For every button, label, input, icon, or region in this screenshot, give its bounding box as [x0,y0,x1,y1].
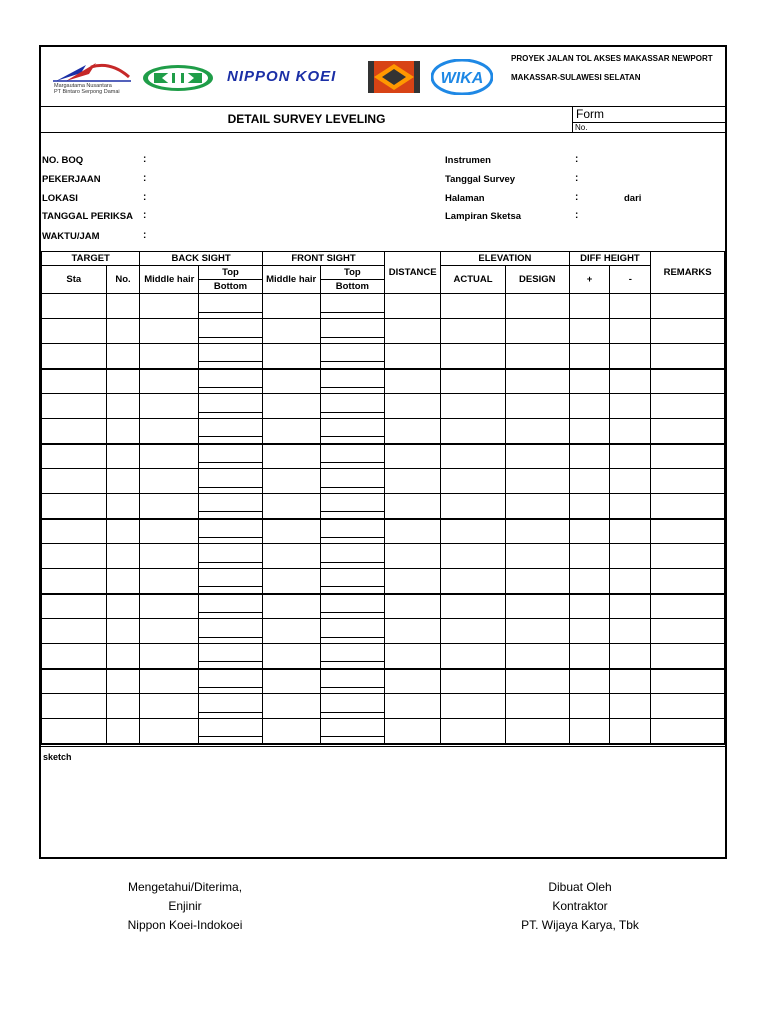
table-cell[interactable] [140,719,199,744]
table-cell[interactable] [569,419,610,444]
sig-right-line2: Kontraktor [552,899,608,913]
label-pekerjaan: PEKERJAAN [42,174,101,185]
table-cell[interactable] [610,719,651,744]
table-cell[interactable] [262,419,320,444]
table-cell[interactable] [106,569,140,594]
table-row [42,294,725,319]
table-cell[interactable] [199,619,263,644]
table-row [42,644,725,669]
table-cell[interactable] [106,719,140,744]
table-cell[interactable] [140,494,199,519]
table-cell[interactable] [262,344,320,369]
table-cell[interactable] [505,419,569,444]
table-cell[interactable] [651,444,725,469]
table-cell[interactable] [106,294,140,319]
table-row [42,344,725,369]
table-cell[interactable] [320,669,385,694]
table-cell[interactable] [505,494,569,519]
table-cell[interactable] [505,669,569,694]
table-cell[interactable] [569,644,610,669]
table-cell[interactable] [320,394,385,419]
table-cell[interactable] [610,294,651,319]
table-cell[interactable] [505,394,569,419]
table-cell[interactable] [262,669,320,694]
table-cell[interactable] [106,619,140,644]
table-cell[interactable] [441,294,506,319]
table-cell[interactable] [262,469,320,494]
table-row [42,319,725,344]
table-cell[interactable] [385,544,441,569]
table-cell[interactable] [441,694,506,719]
table-cell[interactable] [106,469,140,494]
table-cell[interactable] [42,719,107,744]
table-cell[interactable] [569,319,610,344]
table-cell[interactable] [42,444,107,469]
table-cell[interactable] [262,619,320,644]
table-cell[interactable] [385,644,441,669]
table-cell[interactable] [610,594,651,619]
header-bottom-fs: Bottom [335,281,370,292]
table-cell[interactable] [106,319,140,344]
form-title: DETAIL SURVEY LEVELING [227,112,386,126]
table-cell[interactable] [651,469,725,494]
table-cell[interactable] [610,619,651,644]
table-cell[interactable] [106,644,140,669]
table-row [42,469,725,494]
table-cell[interactable] [651,694,725,719]
table-row [42,619,725,644]
table-cell[interactable] [505,719,569,744]
table-cell[interactable] [385,719,441,744]
table-cell[interactable] [140,544,199,569]
table-cell[interactable] [651,294,725,319]
table-cell[interactable] [651,369,725,394]
table-cell[interactable] [199,369,263,394]
header-design: DESIGN [505,266,569,294]
table-cell[interactable] [505,569,569,594]
table-cell[interactable] [140,369,199,394]
label-lampiran-sketsa: Lampiran Sketsa [445,211,522,222]
table-cell[interactable] [140,344,199,369]
colon: : [143,230,147,241]
table-cell[interactable] [610,644,651,669]
table-row [42,394,725,419]
table-cell[interactable] [42,644,107,669]
table-cell[interactable] [569,669,610,694]
form-number-box [572,106,727,132]
table-cell[interactable] [320,594,385,619]
project-location: MAKASSAR-SULAWESI SELATAN [511,73,641,82]
nippon-koei-logo: NIPPON KOEI [227,68,337,85]
table-cell[interactable] [199,469,263,494]
table-cell[interactable] [262,694,320,719]
table-cell[interactable] [320,619,385,644]
table-cell[interactable] [651,494,725,519]
table-cell[interactable] [320,319,385,344]
label-halaman: Halaman [445,193,485,204]
sig-right-line3: PT. Wijaya Karya, Tbk [521,918,639,932]
table-cell[interactable] [441,469,506,494]
colon: : [143,154,147,165]
sig-right-line1: Dibuat Oleh [548,880,612,894]
table-row [42,719,725,744]
header-actual: ACTUAL [441,266,506,294]
table-cell[interactable] [651,394,725,419]
table-cell[interactable] [651,594,725,619]
table-cell[interactable] [610,419,651,444]
survey-data-table [41,251,725,745]
table-row [42,494,725,519]
table-cell[interactable] [505,544,569,569]
table-cell[interactable] [140,619,199,644]
table-cell[interactable] [569,494,610,519]
label-dari: dari [624,193,642,204]
table-cell[interactable] [385,294,441,319]
header-remarks: REMARKS [651,252,725,294]
table-cell[interactable] [199,544,263,569]
table-cell[interactable] [106,544,140,569]
table-cell[interactable] [651,569,725,594]
table-cell[interactable] [385,494,441,519]
table-cell[interactable] [441,344,506,369]
sig-left-line1: Mengetahui/Diterima, [127,880,243,894]
table-cell[interactable] [106,694,140,719]
table-cell[interactable] [320,494,385,519]
table-cell[interactable] [569,719,610,744]
colon: : [143,173,147,184]
table-cell[interactable] [320,369,385,394]
colon: : [143,210,147,221]
table-cell[interactable] [651,519,725,544]
table-row [42,544,725,569]
table-cell[interactable] [651,719,725,744]
table-cell[interactable] [441,619,506,644]
header-distance: DISTANCE [385,252,441,294]
table-cell[interactable] [385,319,441,344]
table-cell[interactable] [651,619,725,644]
table-cell[interactable] [199,694,263,719]
table-cell[interactable] [106,394,140,419]
header-bottom-bs: Bottom [213,281,248,292]
colon: : [575,173,579,184]
table-cell[interactable] [569,344,610,369]
table-cell[interactable] [505,294,569,319]
table-cell[interactable] [569,469,610,494]
table-cell[interactable] [42,544,107,569]
table-cell[interactable] [140,644,199,669]
table-cell[interactable] [199,294,263,319]
form-label: Form [576,107,604,121]
table-cell[interactable] [199,444,263,469]
table-cell[interactable] [262,294,320,319]
table-cell[interactable] [42,344,107,369]
table-cell[interactable] [651,319,725,344]
table-cell[interactable] [505,694,569,719]
survey-form-sheet [39,45,727,859]
table-row [42,369,725,394]
table-cell[interactable] [199,319,263,344]
table-cell[interactable] [610,494,651,519]
table-cell[interactable] [320,344,385,369]
table-cell[interactable] [385,519,441,544]
table-cell[interactable] [505,344,569,369]
table-cell[interactable] [320,569,385,594]
header-no: No. [106,266,140,294]
table-cell[interactable] [42,369,107,394]
table-cell[interactable] [441,494,506,519]
header-middle-hair-bs: Middle hair [140,266,199,294]
table-cell[interactable] [140,594,199,619]
table-cell[interactable] [262,319,320,344]
table-cell[interactable] [320,469,385,494]
header-target: TARGET [42,252,140,266]
table-cell[interactable] [320,419,385,444]
table-cell[interactable] [569,594,610,619]
table-cell[interactable] [262,719,320,744]
table-cell[interactable] [569,619,610,644]
table-cell[interactable] [106,519,140,544]
table-cell[interactable] [651,669,725,694]
table-cell[interactable] [569,694,610,719]
table-cell[interactable] [199,344,263,369]
table-cell[interactable] [262,444,320,469]
table-cell[interactable] [106,444,140,469]
table-row [42,669,725,694]
table-cell[interactable] [140,394,199,419]
signature-right [500,878,660,935]
table-cell[interactable] [385,619,441,644]
label-tanggal-periksa: TANGGAL PERIKSA [42,211,133,222]
header-top-bs: Top [199,266,262,280]
table-cell[interactable] [320,694,385,719]
table-cell[interactable] [320,444,385,469]
table-cell[interactable] [385,594,441,619]
table-cell[interactable] [199,644,263,669]
table-cell[interactable] [610,319,651,344]
colon: : [575,192,579,203]
table-cell[interactable] [320,719,385,744]
table-cell[interactable] [569,569,610,594]
table-row [42,694,725,719]
table-row [42,444,725,469]
header-minus: - [610,266,651,294]
header-sta: Sta [42,266,107,294]
table-row [42,419,725,444]
table-cell[interactable] [42,519,107,544]
table-cell[interactable] [441,319,506,344]
logo-caption-2: PT Bintaro Serpong Damai [54,89,120,95]
table-cell[interactable] [505,319,569,344]
table-cell[interactable] [42,494,107,519]
table-cell[interactable] [610,569,651,594]
label-lokasi: LOKASI [42,193,78,204]
table-cell[interactable] [42,694,107,719]
table-cell[interactable] [106,369,140,394]
table-cell[interactable] [610,369,651,394]
table-cell[interactable] [262,494,320,519]
table-cell[interactable] [262,519,320,544]
table-cell[interactable] [505,594,569,619]
tkp-logo [142,64,214,92]
table-cell[interactable] [106,669,140,694]
table-cell[interactable] [505,519,569,544]
header-plus: + [569,266,610,294]
table-cell[interactable] [385,344,441,369]
table-cell[interactable] [610,469,651,494]
colon: : [575,154,579,165]
table-cell[interactable] [320,544,385,569]
table-cell[interactable] [385,419,441,444]
table-cell[interactable] [140,569,199,594]
header-top-fs: Top [321,266,385,280]
header-top-bottom-bs [199,266,263,294]
header-top-bottom-fs [320,266,385,294]
signature-left [105,878,265,935]
table-row [42,519,725,544]
table-cell[interactable] [140,669,199,694]
table-cell[interactable] [42,569,107,594]
table-cell[interactable] [199,494,263,519]
table-cell[interactable] [385,369,441,394]
table-cell[interactable] [505,619,569,644]
table-cell[interactable] [42,469,107,494]
table-cell[interactable] [42,419,107,444]
table-cell[interactable] [199,669,263,694]
table-cell[interactable] [262,569,320,594]
sig-left-line2: Enjinir [168,899,202,913]
table-cell[interactable] [320,519,385,544]
table-cell[interactable] [42,669,107,694]
table-cell[interactable] [262,394,320,419]
table-cell[interactable] [140,519,199,544]
table-cell[interactable] [42,294,107,319]
table-cell[interactable] [140,444,199,469]
sig-left-line3: Nippon Koei-Indokoei [127,918,243,932]
table-cell[interactable] [441,569,506,594]
table-cell[interactable] [651,644,725,669]
table-cell[interactable] [320,294,385,319]
table-cell[interactable] [505,469,569,494]
project-title: PROYEK JALAN TOL AKSES MAKASSAR NEWPORT [511,54,713,63]
header-middle-hair-fs: Middle hair [262,266,320,294]
table-cell[interactable] [610,394,651,419]
table-cell[interactable] [385,469,441,494]
table-cell[interactable] [569,369,610,394]
table-cell[interactable] [106,494,140,519]
table-cell[interactable] [441,544,506,569]
header-elevation: ELEVATION [441,252,569,266]
table-cell[interactable] [610,669,651,694]
table-cell[interactable] [441,419,506,444]
table-cell[interactable] [42,394,107,419]
table-row [42,569,725,594]
table-cell[interactable] [385,444,441,469]
table-cell[interactable] [441,719,506,744]
label-waktu-jam: WAKTU/JAM [42,231,100,242]
table-cell[interactable] [140,469,199,494]
wika-logo [431,59,493,95]
table-cell[interactable] [651,544,725,569]
table-cell[interactable] [610,544,651,569]
header-front-sight: FRONT SIGHT [262,252,384,266]
table-cell[interactable] [140,419,199,444]
table-cell[interactable] [262,644,320,669]
colon: : [143,192,147,203]
table-cell[interactable] [140,319,199,344]
table-cell[interactable] [610,519,651,544]
table-cell[interactable] [610,444,651,469]
table-cell[interactable] [441,394,506,419]
table-row [42,594,725,619]
table-cell[interactable] [441,369,506,394]
table-cell[interactable] [262,369,320,394]
header-diff-height: DIFF HEIGHT [569,252,651,266]
logo-caption-1: Margautama Nusantara [54,83,112,89]
label-tanggal-survey: Tanggal Survey [445,174,516,185]
table-cell[interactable] [385,569,441,594]
label-no-boq: NO. BOQ [42,155,84,166]
table-cell[interactable] [385,394,441,419]
table-cell[interactable] [199,394,263,419]
table-cell[interactable] [106,344,140,369]
table-cell[interactable] [441,444,506,469]
table-cell[interactable] [385,669,441,694]
diamond-logo [368,61,420,93]
table-cell[interactable] [140,294,199,319]
header-back-sight: BACK SIGHT [140,252,262,266]
table-cell[interactable] [651,419,725,444]
table-cell[interactable] [199,719,263,744]
margautama-logo [51,59,136,95]
table-cell[interactable] [42,594,107,619]
table-cell[interactable] [651,344,725,369]
table-cell[interactable] [441,644,506,669]
table-cell[interactable] [199,594,263,619]
table-cell[interactable] [569,544,610,569]
table-cell[interactable] [441,669,506,694]
table-cell[interactable] [569,519,610,544]
table-cell[interactable] [385,694,441,719]
table-cell[interactable] [199,569,263,594]
table-cell[interactable] [505,444,569,469]
table-cell[interactable] [610,694,651,719]
wika-logo-text: WIKA [440,70,484,87]
table-cell[interactable] [199,519,263,544]
table-cell[interactable] [441,519,506,544]
table-cell[interactable] [106,419,140,444]
table-cell[interactable] [42,619,107,644]
table-cell[interactable] [140,694,199,719]
table-cell[interactable] [441,594,506,619]
table-cell[interactable] [199,419,263,444]
table-cell[interactable] [610,344,651,369]
table-cell[interactable] [505,369,569,394]
label-instrumen: Instrumen [445,155,491,166]
table-cell[interactable] [505,644,569,669]
table-cell[interactable] [569,394,610,419]
table-cell[interactable] [569,444,610,469]
sketch-label: sketch [43,752,72,762]
table-cell[interactable] [262,544,320,569]
table-cell[interactable] [42,319,107,344]
table-cell[interactable] [106,594,140,619]
table-cell[interactable] [320,644,385,669]
colon: : [575,210,579,221]
table-cell[interactable] [569,294,610,319]
form-no-label: No. [575,123,588,132]
table-cell[interactable] [262,594,320,619]
